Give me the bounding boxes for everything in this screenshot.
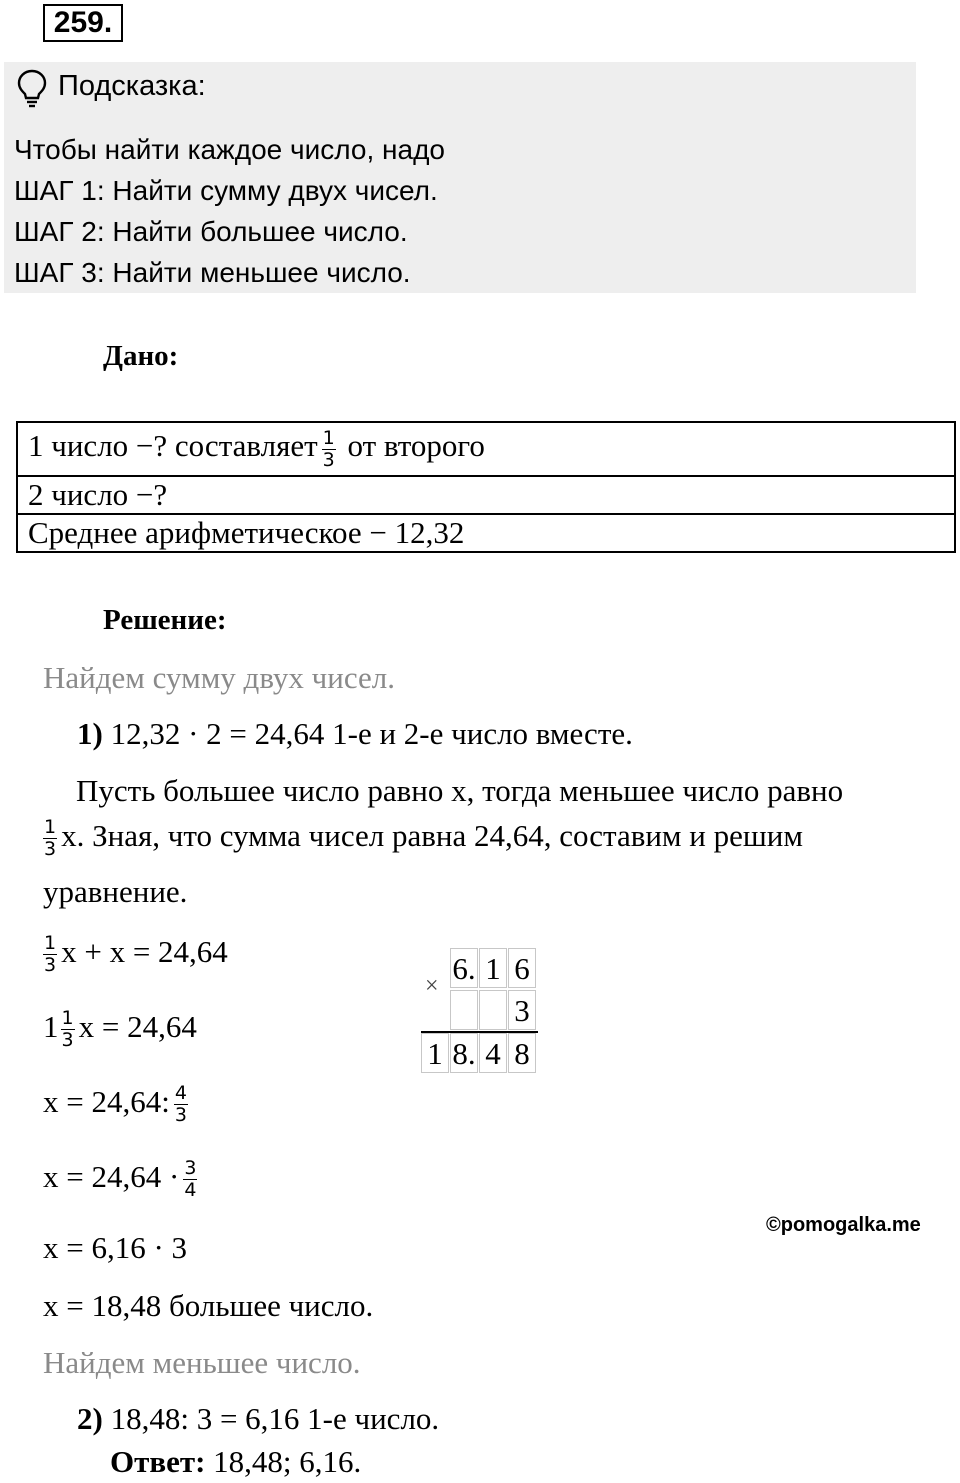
grid-cell: 8 <box>508 1033 536 1073</box>
equation-2 <box>43 1009 197 1050</box>
copyright: ©pomogalka.me <box>766 1214 921 1236</box>
given-title: Дано: <box>103 340 179 372</box>
fraction: $\frac{1}{3}$ <box>44 932 57 977</box>
step2-note: Найдем меньшее число. <box>43 1345 361 1380</box>
equation-3 <box>43 1084 192 1125</box>
step1-note: Найдем сумму двух чисел. <box>43 660 395 695</box>
given-row <box>17 422 955 476</box>
hint-intro: Чтобы найти каждое число, надо <box>14 134 445 165</box>
paragraph-line-1: Пусть большее число равно x, тогда меньшее число равно <box>76 773 844 808</box>
fraction: $\frac{1}{3}$ <box>322 426 335 471</box>
hint-step-2 <box>14 216 408 248</box>
step-label: ШАГ 1: <box>14 175 105 206</box>
equation-5: x = 6,16 · 3 <box>43 1230 188 1265</box>
given-table <box>16 421 956 553</box>
step-number: 2) <box>77 1401 103 1436</box>
solution-title: Решение: <box>103 604 227 636</box>
given-row <box>17 514 955 552</box>
step-text: Найти сумму двух чисел. <box>104 175 438 206</box>
lightbulb-icon <box>16 68 48 108</box>
paragraph-line-3: уравнение. <box>43 874 188 909</box>
equation-text: x = 24,64 · <box>43 1159 180 1194</box>
fraction: $\frac{4}{3}$ <box>174 1082 187 1127</box>
step2-line <box>77 1401 439 1437</box>
grid-cell <box>479 990 507 1030</box>
equation-text: x = 24,64: <box>43 1084 170 1119</box>
hint-step-1 <box>14 175 438 207</box>
fraction: $\frac{1}{3}$ <box>44 816 57 861</box>
hint-step-3 <box>14 257 411 289</box>
step-label: ШАГ 2: <box>14 216 105 247</box>
given-cell: 2 число −? <box>17 476 955 514</box>
equation-1 <box>43 934 228 975</box>
grid-cell: 1 <box>479 948 507 988</box>
answer-value: 18,48; 6,16. <box>205 1444 362 1479</box>
grid-cell: 4 <box>479 1033 507 1073</box>
paragraph-text: x. Зная, что сумма чисел равна 24,64, составим и решим <box>61 818 803 853</box>
given-cell <box>17 422 955 476</box>
step-expression: 12,32 · 2 = 24,64 1-е и 2-е число вместе. <box>102 716 633 751</box>
given-text: 1 число −? составляет <box>28 428 318 464</box>
step-label: ШАГ 3: <box>14 257 105 288</box>
step1-line <box>77 716 633 752</box>
paragraph-line-2 <box>43 818 803 859</box>
grid-cell: 1 <box>421 1033 449 1073</box>
equation-4 <box>43 1159 201 1200</box>
equation-whole: 1 <box>43 1009 59 1044</box>
equation-text: x = 24,64 <box>78 1009 197 1044</box>
step-text: Найти большее число. <box>104 216 408 247</box>
given-cell: Среднее арифметическое − 12,32 <box>17 514 955 552</box>
given-row <box>17 476 955 514</box>
fraction: $\frac{3}{4}$ <box>184 1157 197 1202</box>
equation-6: x = 18,48 большее число. <box>43 1288 374 1323</box>
grid-cell: 6. <box>450 948 478 988</box>
problem-number: 259. <box>43 4 123 42</box>
multiply-sign: × <box>425 973 439 999</box>
step-expression: 18,48: 3 = 6,16 1-е число. <box>102 1401 440 1436</box>
equation-text: x + x = 24,64 <box>61 934 228 969</box>
answer-line <box>110 1444 361 1480</box>
step-text: Найти меньшее число. <box>104 257 411 288</box>
grid-cell: 6 <box>508 948 536 988</box>
fraction: $\frac{1}{3}$ <box>61 1007 74 1052</box>
grid-cell: 3 <box>508 990 536 1030</box>
step-number: 1) <box>77 716 103 751</box>
answer-label: Ответ: <box>110 1444 206 1479</box>
given-text: от второго <box>339 428 485 464</box>
grid-cell: 8. <box>450 1033 478 1073</box>
grid-cell <box>450 990 478 1030</box>
hint-title: Подсказка: <box>58 70 206 102</box>
